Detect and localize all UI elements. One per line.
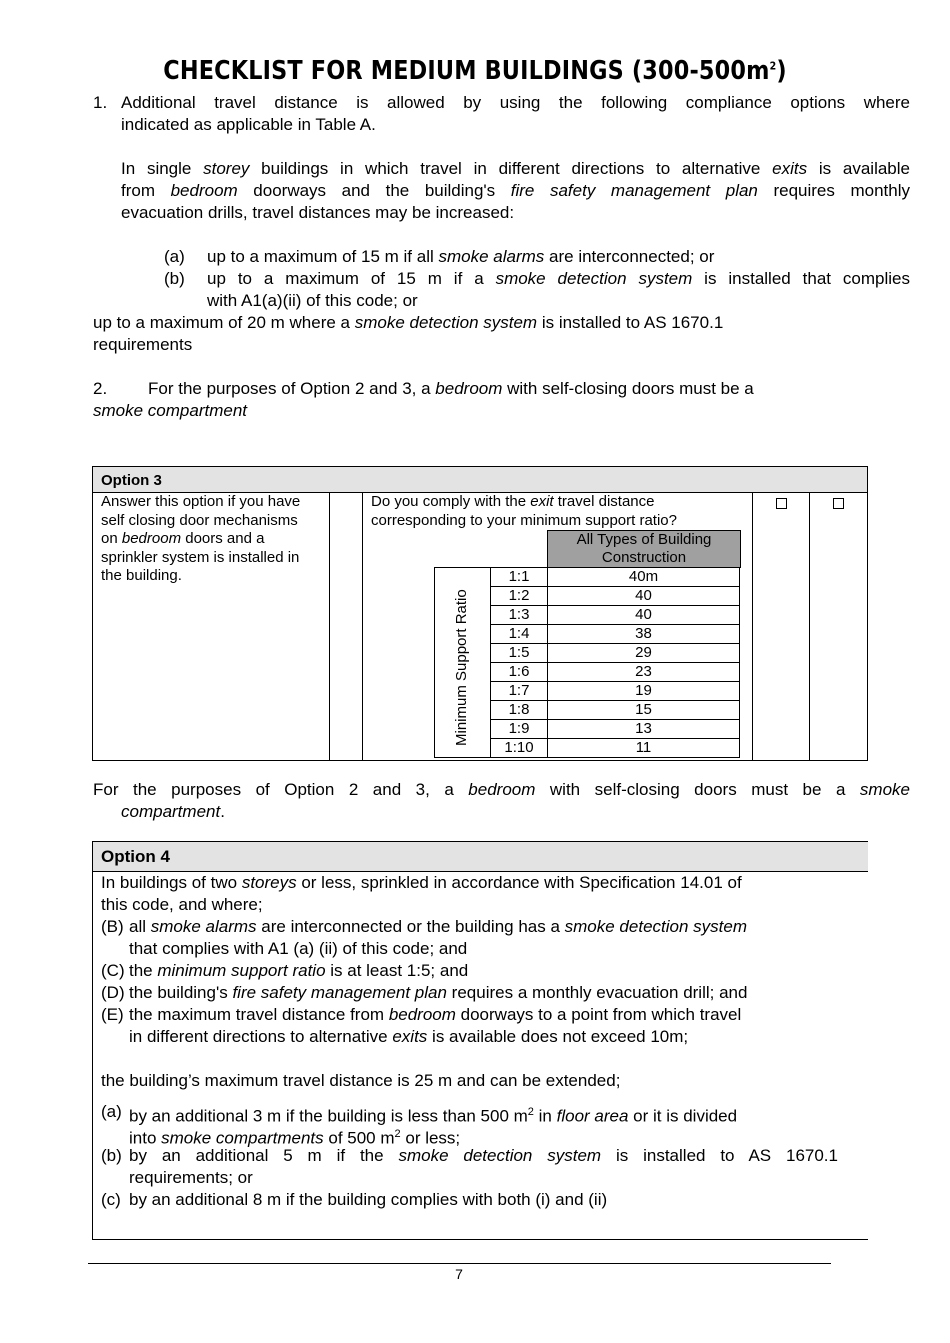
option-4-intro-line-2: this code, and where;: [101, 895, 263, 914]
item-E-label: (E): [101, 1005, 124, 1024]
option-4-intro-line-1: In buildings of two storeys or less, sprinkled in accordance with Specification 14.01 of: [101, 873, 742, 892]
ratio-cell: 1:9: [491, 720, 548, 739]
table-row: [491, 606, 740, 625]
table-row: [491, 663, 740, 682]
ratio-cell: 1:2: [491, 587, 548, 606]
ratio-row-label: Minimum Support Ratio: [453, 589, 470, 746]
distance-cell: 11: [548, 739, 740, 758]
option-3-question: Do you comply with the exit travel distance corresponding to your minimum support ratio?: [371, 493, 677, 529]
section-2-line-1: For the purposes of Option 2 and 3, a bedroom with self-closing doors must be a: [148, 379, 754, 398]
table-row: [491, 720, 740, 739]
divider: [809, 493, 810, 760]
item-D-text: the building's fire safety management plan requires a monthly evacuation drill; and: [129, 983, 748, 1002]
item-c-line-1: up to a maximum of 20 m where a smoke detection system is installed to AS 1670.1: [93, 313, 724, 332]
table-row: [491, 625, 740, 644]
section-1-line-1: Additional travel distance is allowed by using the following compliance options where: [121, 93, 910, 112]
option-3-description: Answer this option if you have self closing door mechanisms on bedroom doors and a sprinkler system is installed in the building.: [101, 493, 301, 584]
ratio-cell: 1:5: [491, 644, 548, 663]
distance-cell: 38: [548, 625, 740, 644]
ratio-cell: 1:6: [491, 663, 548, 682]
section-2-line-2: smoke compartment: [93, 401, 247, 420]
footer-rule: [88, 1263, 831, 1264]
item-D-label: (D): [101, 983, 125, 1002]
item-a-line-2: into smoke compartments of 500 $m^2$ or less;: [129, 1128, 461, 1148]
section-1-para-line-3: evacuation drills, travel distances may be increased:: [121, 203, 515, 222]
page-title: CHECKLIST FOR MEDIUM BUILDINGS $(300-500m^2)$: [163, 56, 787, 86]
item-C-label: (C): [101, 961, 125, 980]
distance-cell: 40: [548, 606, 740, 625]
item-E-line-1: the maximum travel distance from bedroom doorways to a point from which travel: [129, 1005, 742, 1024]
item-b-line-2-2: requirements; or: [129, 1168, 253, 1187]
option-4-heading: Option 4: [93, 842, 868, 872]
section-1-line-2: indicated as applicable in Table A.: [121, 115, 376, 134]
item-a-label-2: (a): [101, 1102, 122, 1121]
support-ratio-table: [490, 567, 740, 758]
distance-cell: 23: [548, 663, 740, 682]
item-E-line-2: in different directions to alternative exits is available does not exceed 10m;: [129, 1027, 689, 1046]
page-number: 7: [455, 1266, 463, 1282]
distance-column-header: All Types of Building Construction: [547, 530, 741, 568]
table-row: [491, 644, 740, 663]
ratio-cell: 1:4: [491, 625, 548, 644]
table-row: [491, 682, 740, 701]
table-row: [491, 568, 740, 587]
note-line-2: compartment.: [121, 802, 225, 821]
distance-cell: 40m: [548, 568, 740, 587]
ratio-cell: 1:3: [491, 606, 548, 625]
item-B-label: (B): [101, 917, 124, 936]
table-row: [491, 587, 740, 606]
item-b-label-2: (b): [101, 1146, 122, 1165]
section-1-para-line-2: from bedroom doorways and the building's fire safety management plan requires monthly: [121, 181, 910, 200]
divider: [362, 493, 363, 760]
distance-cell: 29: [548, 644, 740, 663]
item-c-label-2: (c): [101, 1190, 121, 1209]
section-1-number: 1.: [93, 93, 108, 112]
item-B-line-2: that complies with A1 (a) (ii) of this code; and: [129, 939, 468, 958]
ratio-cell: 1:10: [491, 739, 548, 758]
divider: [752, 493, 753, 760]
item-b-line-1: up to a maximum of 15 m if a smoke detection system is installed that complies: [207, 269, 910, 288]
divider: [92, 841, 867, 842]
item-b-line-2: with A1(a)(ii) of this code; or: [207, 291, 418, 310]
item-b-label: (b): [164, 269, 185, 288]
item-c-line-2: requirements: [93, 335, 193, 354]
ratio-cell: 1:1: [491, 568, 548, 587]
item-a-text: up to a maximum of 15 m if all smoke alarms are interconnected; or: [207, 247, 715, 266]
section-1-para-line-1: In single storey buildings in which travel in different directions to alternative exits is available: [121, 159, 910, 178]
note-line-1: For the purposes of Option 2 and 3, a bedroom with self-closing doors must be a smoke: [93, 780, 910, 799]
section-2-number: 2.: [93, 379, 108, 398]
distance-cell: 13: [548, 720, 740, 739]
distance-cell: 15: [548, 701, 740, 720]
ratio-cell: 1:7: [491, 682, 548, 701]
item-b-line-1-2: by an additional 5 m if the smoke detection system is installed to AS 1670.1: [129, 1146, 838, 1165]
item-c-text-2: by an additional 8 m if the building complies with both (i) and (ii): [129, 1190, 608, 1209]
distance-cell: 40: [548, 587, 740, 606]
item-a-label: (a): [164, 247, 185, 266]
table-row: [491, 739, 740, 758]
ratio-cell: 1:8: [491, 701, 548, 720]
option-3-heading: Option 3: [93, 467, 867, 493]
option-3-no-checkbox[interactable]: [833, 498, 844, 509]
item-B-line-1: all smoke alarms are interconnected or the building has a smoke detection system: [129, 917, 747, 936]
option-3-yes-checkbox[interactable]: [776, 498, 787, 509]
item-a-line-1: by an additional 3 m if the building is less than 500 $m^2$ in floor area or it is divided: [129, 1106, 738, 1126]
option-4-summary: the building’s maximum travel distance is 25 m and can be extended;: [101, 1071, 621, 1090]
item-C-text: the minimum support ratio is at least 1:5; and: [129, 961, 469, 980]
distance-cell: 19: [548, 682, 740, 701]
table-row: [491, 701, 740, 720]
divider: [329, 493, 330, 760]
